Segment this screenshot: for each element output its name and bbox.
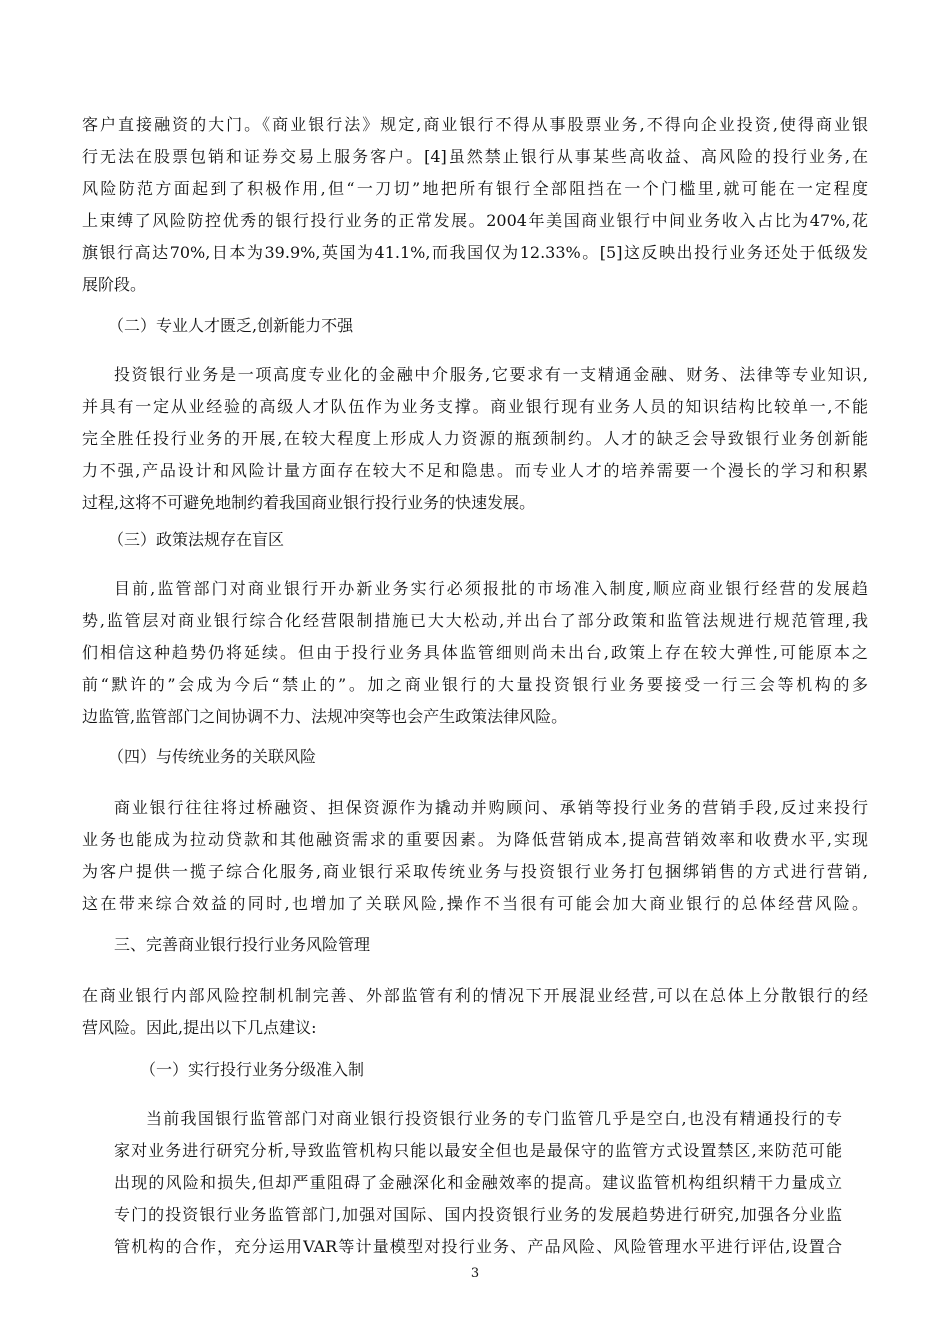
paragraph-line: 展阶段。 [82, 275, 147, 294]
paragraph-line: 行无法在股票包销和证券交易上服务客户。[4]虽然禁止银行从事某些高收益、高风险的投行业务,在 [82, 147, 868, 166]
paragraph-line: 投资银行业务是一项高度专业化的金融中介服务,它要求有一支精通金融、财务、法律等专业知识, [114, 365, 868, 384]
paragraph-line: 家对业务进行研究分析,导致监管机构只能以最安全但也是最保守的监管方式设置禁区,来防范可能 [114, 1141, 842, 1160]
page-number: 3 [470, 1266, 480, 1281]
paragraph-line: 边监管,监管部门之间协调不力、法规冲突等也会产生政策法律风险。 [82, 707, 568, 726]
subsection-heading: （一）实行投行业务分级准入制 [140, 1060, 365, 1079]
paragraph-line: 出现的风险和损失,但却严重阻碍了金融深化和金融效率的提高。建议监管机构组织精干力量成立 [114, 1173, 842, 1192]
paragraph-line: 营风险。因此,提出以下几点建议: [82, 1018, 317, 1037]
paragraph-line: 上束缚了风险防控优秀的银行投行业务的正常发展。2004年美国商业银行中间业务收入占比为47%,花 [82, 211, 868, 230]
paragraph-line: 客户直接融资的大门。《商业银行法》规定,商业银行不得从事股票业务,不得向企业投资,使得商业银 [82, 115, 868, 134]
paragraph-line: 当前我国银行监管部门对商业银行投资银行业务的专门监管几乎是空白,也没有精通投行的专 [146, 1109, 842, 1128]
paragraph-line: 并具有一定从业经验的高级人才队伍作为业务支撑。商业银行现有业务人员的知识结构比较单一,不能 [82, 397, 868, 416]
paragraph-line: 专门的投资银行业务监管部门,加强对国际、国内投资银行业务的发展趋势进行研究,加强各分业监 [114, 1205, 842, 1224]
paragraph-line: 们相信这种趋势仍将延续。但由于投行业务具体监管细则尚未出台,政策上存在较大弹性,可能原本之 [82, 643, 868, 662]
paragraph-line: 势,监管层对商业银行综合化经营限制措施已大大松动,并出台了部分政策和监管法规进行规范管理,我 [82, 611, 868, 630]
paragraph-line: 目前,监管部门对商业银行开办新业务实行必须报批的市场准入制度,顺应商业银行经营的发展趋 [114, 579, 868, 598]
paragraph-line: 管机构的合作，充分运用VAR等计量模型对投行业务、产品风险、风险管理水平进行评估,设置合 [114, 1237, 842, 1256]
section-heading: （四）与传统业务的关联风险 [108, 747, 317, 766]
paragraph-line: 在商业银行内部风险控制机制完善、外部监管有利的情况下开展混业经营,可以在总体上分散银行的经 [82, 986, 868, 1005]
paragraph-line: 力不强,产品设计和风险计量方面存在较大不足和隐患。而专业人才的培养需要一个漫长的学习和积累 [82, 461, 868, 480]
section-title: 三、完善商业银行投行业务风险管理 [114, 935, 371, 954]
paragraph-line: 为客户提供一揽子综合化服务,商业银行采取传统业务与投资银行业务打包捆绑销售的方式进行营销, [82, 862, 868, 881]
paragraph-line: 商业银行往往将过桥融资、担保资源作为撬动并购顾问、承销等投行业务的营销手段,反过来投行 [114, 798, 868, 817]
paragraph-line: 前“默许的”会成为今后“禁止的”。加之商业银行的大量投资银行业务要接受一行三会等机构的多 [82, 675, 868, 694]
section-heading: （二）专业人才匮乏,创新能力不强 [108, 316, 354, 335]
paragraph-line: 这在带来综合效益的同时,也增加了关联风险,操作不当很有可能会加大商业银行的总体经营风险。 [82, 894, 868, 913]
paragraph-line: 完全胜任投行业务的开展,在较大程度上形成人力资源的瓶颈制约。人才的缺乏会导致银行业务创新能 [82, 429, 868, 448]
paragraph-line: 业务也能成为拉动贷款和其他融资需求的重要因素。为降低营销成本,提高营销效率和收费水平,实现 [82, 830, 868, 849]
paragraph-line: 风险防范方面起到了积极作用,但“一刀切”地把所有银行全部阻挡在一个门槛里,就可能在一定程度 [82, 179, 868, 198]
section-heading: （三）政策法规存在盲区 [108, 530, 285, 549]
paragraph-line: 旗银行高达70%,日本为39.9%,英国为41.1%,而我国仅为12.33%。[5]这反映出投行业务还处于低级发 [82, 243, 868, 262]
paragraph-line: 过程,这将不可避免地制约着我国商业银行投行业务的快速发展。 [82, 493, 536, 512]
